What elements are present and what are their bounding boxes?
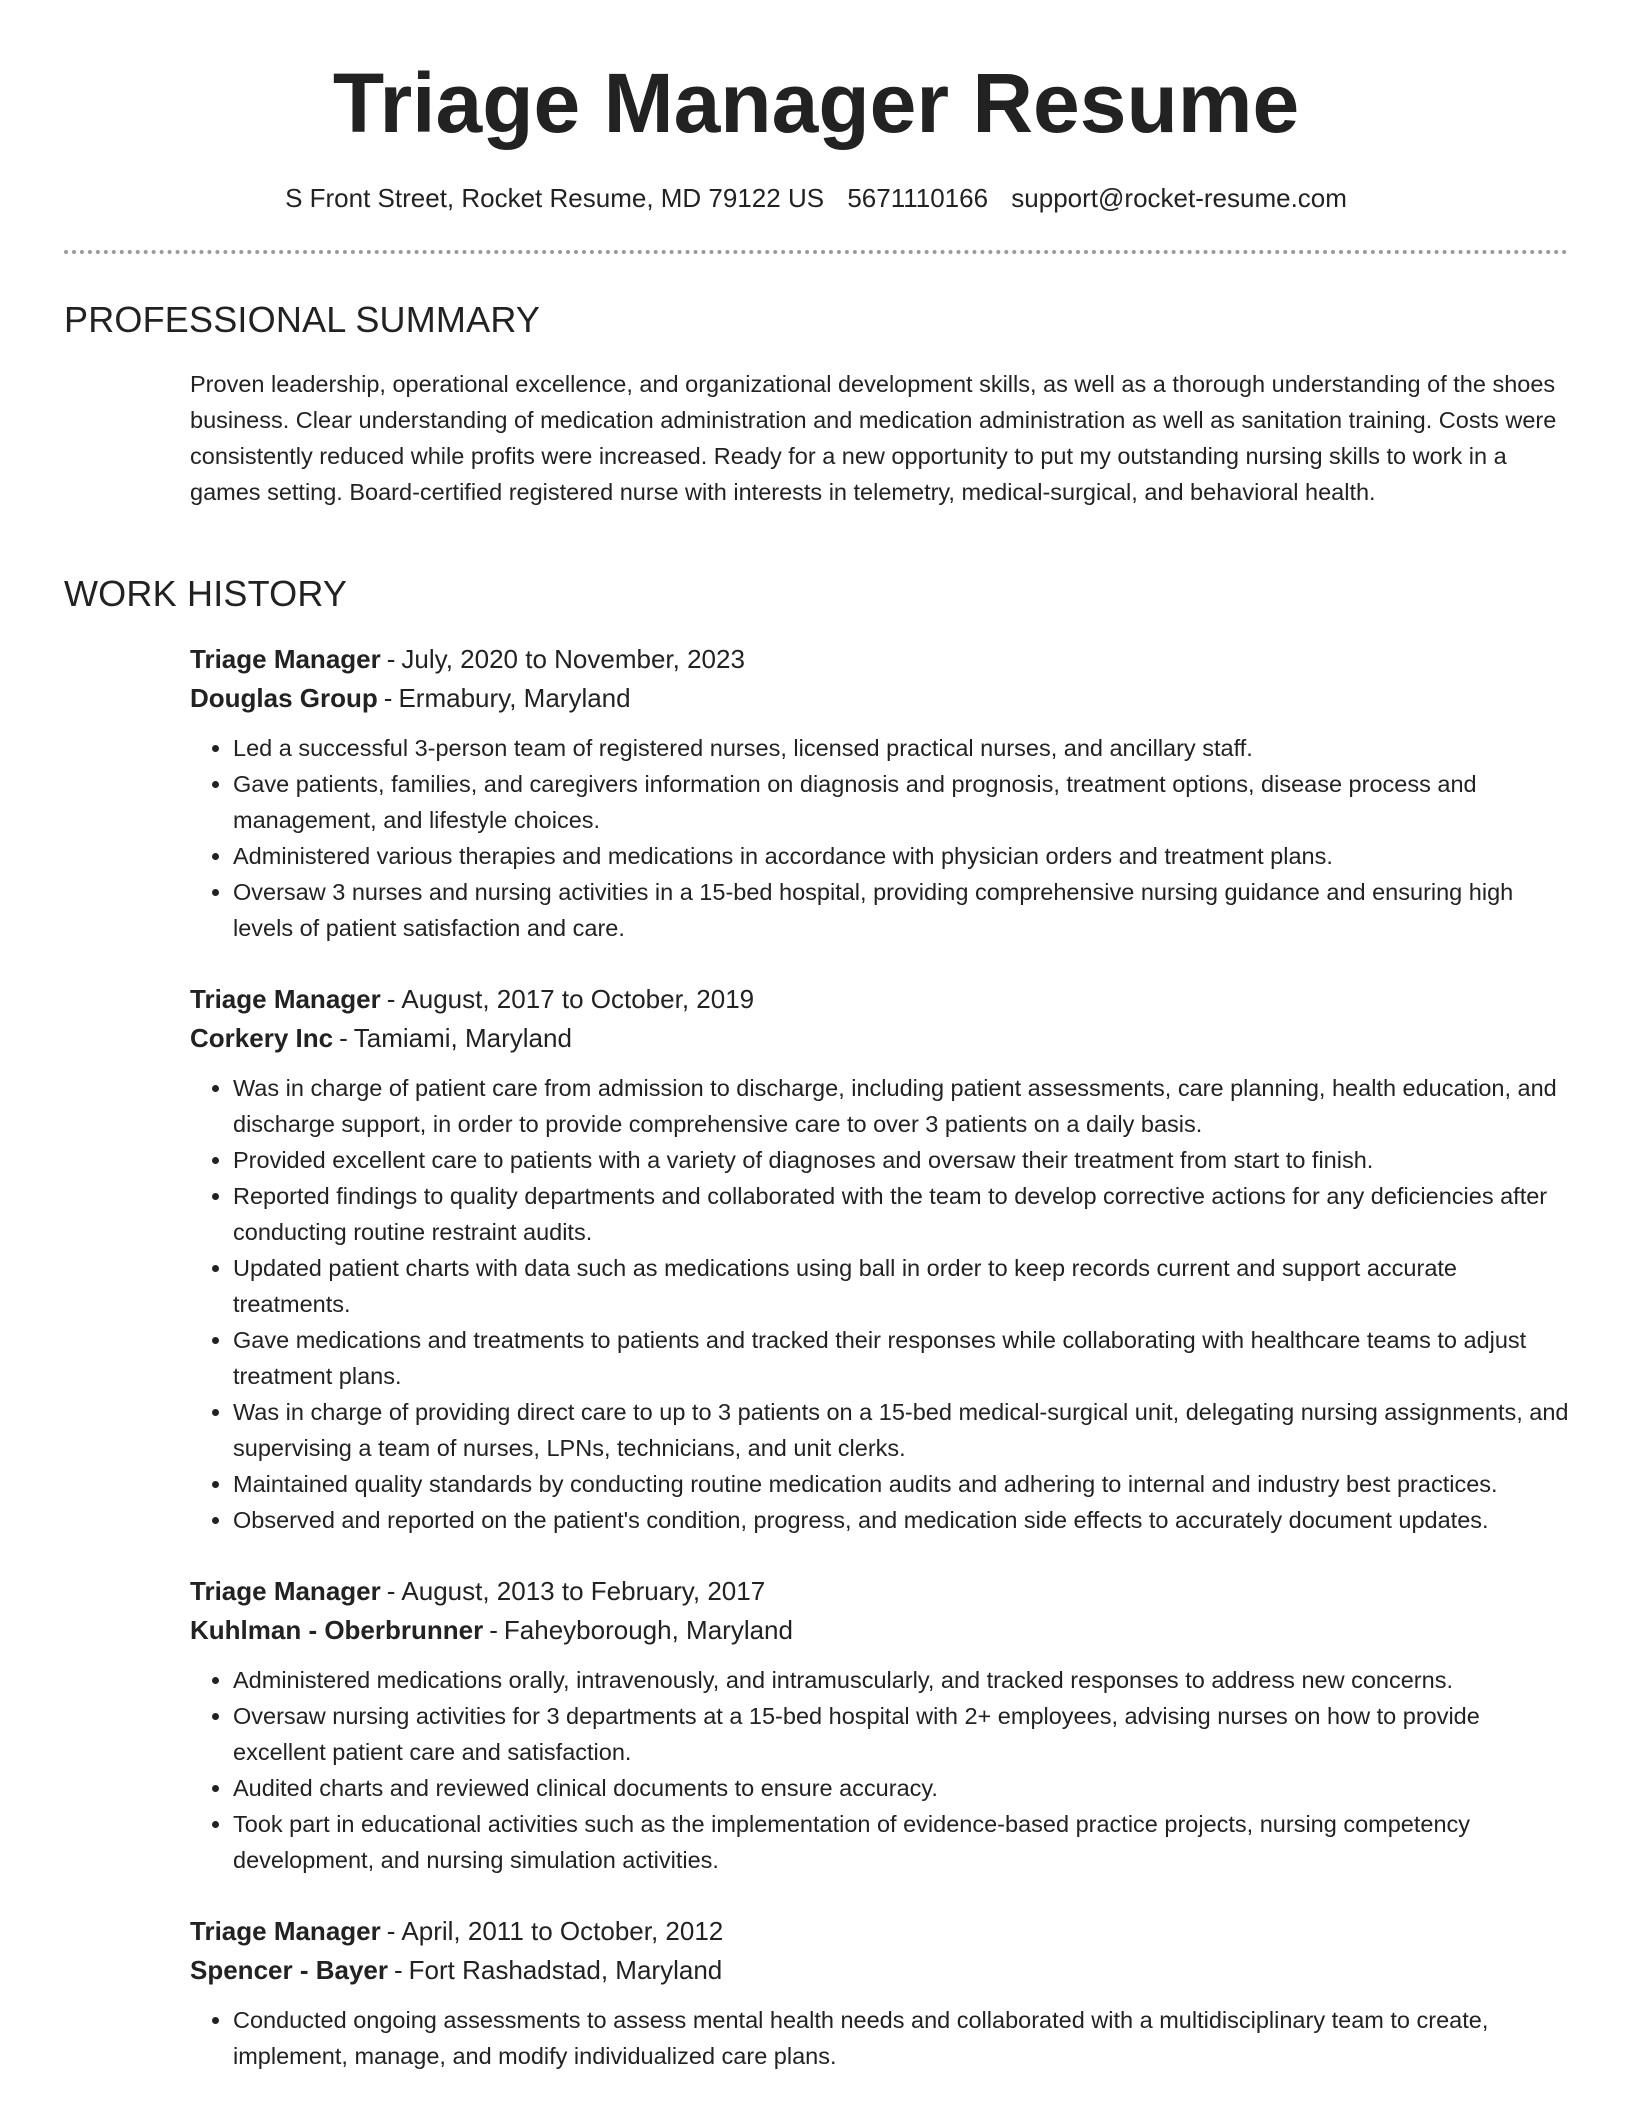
job-bullet-list (190, 1662, 1572, 1878)
job-title: Triage Manager (190, 1576, 381, 1606)
job-bullet: • Administered medications orally, intravenously, and intramuscularly, and tracked responses to address new concerns. (233, 1662, 1572, 1698)
job-location: Tamiami, Maryland (353, 1023, 572, 1053)
job-dates: August, 2017 to October, 2019 (401, 984, 755, 1014)
contact-email: support@rocket-resume.com (1011, 183, 1347, 213)
job-separator: - (393, 1955, 403, 1985)
job-bullet: • Oversaw 3 nurses and nursing activities in a 15-bed hospital, providing comprehensive nursing guidance and ensuring high levels of patient satisfaction and care. (233, 874, 1572, 946)
job-bullet-list (190, 2002, 1572, 2074)
job-bullet: • Provided excellent care to patients with a variety of diagnoses and oversaw their treatment from start to finish. (233, 1142, 1572, 1178)
job-title: Triage Manager (190, 1916, 381, 1946)
job-dates: April, 2011 to October, 2012 (401, 1916, 724, 1946)
job-separator: - (339, 1023, 348, 1053)
summary-heading: PROFESSIONAL SUMMARY (64, 299, 541, 340)
job-location: Faheyborough, Maryland (503, 1615, 793, 1645)
job-separator: - (383, 683, 393, 713)
job-bullet: • Observed and reported on the patient's condition, progress, and medication side effects to accurately document updates. (233, 1502, 1572, 1538)
job-title-line (190, 1572, 1572, 1611)
job-entry (190, 1572, 1572, 1878)
job-bullet-list (190, 730, 1572, 946)
work-history-heading: WORK HISTORY (64, 573, 348, 614)
job-separator: - (489, 1615, 498, 1645)
contact-line (0, 180, 1632, 216)
job-title: Triage Manager (190, 644, 381, 674)
job-separator: - (386, 1576, 396, 1606)
job-company: Corkery Inc (190, 1023, 334, 1053)
job-bullet: • Audited charts and reviewed clinical documents to ensure accuracy. (233, 1770, 1572, 1806)
job-company: Kuhlman - Oberbrunner (190, 1615, 484, 1645)
job-company: Spencer - Bayer (190, 1955, 388, 1985)
job-company-line (190, 1951, 1572, 1990)
header-divider (64, 250, 1568, 254)
job-dates: August, 2013 to February, 2017 (401, 1576, 766, 1606)
job-bullet: • Updated patient charts with data such as medications using ball in order to keep records current and support accurate treatments. (233, 1250, 1572, 1322)
job-bullet: • Was in charge of patient care from admission to discharge, including patient assessments, care planning, health education, and discharge support, in order to provide comprehensive care to over 3 patients on a daily basis. (233, 1070, 1572, 1142)
job-bullet: • Led a successful 3-person team of registered nurses, licensed practical nurses, and ancillary staff. (233, 730, 1572, 766)
job-title-line (190, 1912, 1572, 1951)
job-bullet: • Conducted ongoing assessments to assess mental health needs and collaborated with a multidisciplinary team to create, implement, manage, and modify individualized care plans. (233, 2002, 1572, 2074)
job-dates: July, 2020 to November, 2023 (401, 644, 745, 674)
job-title-line (190, 980, 1572, 1019)
job-bullet: • Gave medications and treatments to patients and tracked their responses while collaborating with healthcare teams to adjust treatment plans. (233, 1322, 1572, 1394)
job-bullet: • Maintained quality standards by conducting routine medication audits and adhering to internal and industry best practices. (233, 1466, 1572, 1502)
contact-phone: 5671110166 (847, 183, 989, 213)
job-location: Fort Rashadstad, Maryland (408, 1955, 723, 1985)
job-bullet: • Gave patients, families, and caregivers information on diagnosis and prognosis, treatment options, disease process and management, and lifestyle choices. (233, 766, 1572, 838)
contact-address: S Front Street, Rocket Resume, MD 79122 US (285, 183, 825, 213)
page-title: Triage Manager Resume (332, 56, 1300, 150)
work-history-list (190, 640, 1572, 2108)
job-company-line (190, 1019, 1572, 1058)
job-company-line (190, 1611, 1572, 1650)
job-bullet: • Was in charge of providing direct care to up to 3 patients on a 15-bed medical-surgical unit, delegating nursing assignments, and supervising a team of nurses, LPNs, technicians, and unit clerks. (233, 1394, 1572, 1466)
job-company: Douglas Group (190, 683, 378, 713)
job-entry (190, 640, 1572, 946)
job-title: Triage Manager (190, 984, 381, 1014)
job-title-line (190, 640, 1572, 679)
job-separator: - (386, 984, 396, 1014)
job-bullet: • Oversaw nursing activities for 3 departments at a 15-bed hospital with 2+ employees, advising nurses on how to provide excellent patient care and satisfaction. (233, 1698, 1572, 1770)
job-bullet-list (190, 1070, 1572, 1538)
job-separator: - (386, 644, 396, 674)
job-location: Ermabury, Maryland (398, 683, 631, 713)
job-separator: - (386, 1916, 396, 1946)
job-bullet: • Reported findings to quality departments and collaborated with the team to develop corrective actions for any deficiencies after conducting routine restraint audits. (233, 1178, 1572, 1250)
job-bullet: • Administered various therapies and medications in accordance with physician orders and treatment plans. (233, 838, 1572, 874)
job-entry (190, 1912, 1572, 2074)
job-bullet: • Took part in educational activities such as the implementation of evidence-based practice projects, nursing competency development, and nursing simulation activities. (233, 1806, 1572, 1878)
job-company-line (190, 679, 1572, 718)
summary-text: Proven leadership, operational excellence, and organizational development skills, as well as a thorough understanding of the shoes business. Clear understanding of medication administration and medication administration as well as sanitation training. Costs were consistently reduced while profits were increased. Ready for a new opportunity to put my outstanding nursing skills to work in a games setting. Board-certified registered nurse with interests in telemetry, medical-surgical, and behavioral health. (190, 371, 1557, 505)
job-entry (190, 980, 1572, 1538)
